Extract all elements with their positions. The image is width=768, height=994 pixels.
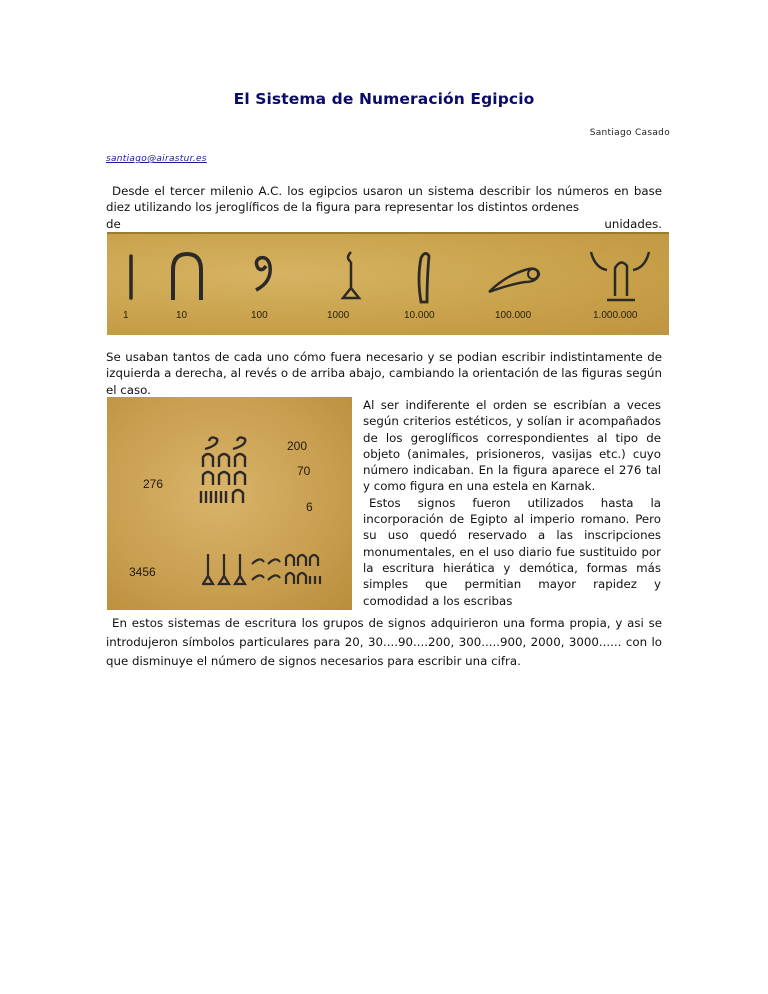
order-text-a: Al ser indiferente el orden se escribían a veces según criterios estéticos, y solían ir acompañados de los geroglíficos correspondientes al tipo de objeto (animales, prisioneros, vasijas etc.) cuyo número indicaban. En la figura aparece el 276 tal y como figura en una estela en Karnak. [363,398,661,494]
label-1: 1 [123,310,129,321]
email-link[interactable]: santiago@airastur.es [106,154,207,164]
hieroglyph-276-icon [197,435,267,511]
label-70: 70 [297,464,311,478]
intro-text: Desde el tercer milenio A.C. los egipcios usaron un sistema describir los números en base diez utilizando los jeroglíficos de la figura para representar los distintos ordenes [106,184,662,215]
order-paragraph [363,397,661,609]
hieroglyph-3456-icon [202,550,327,590]
coil-rope-icon [234,248,294,304]
karnak-stele-figure [107,397,352,610]
label-200: 200 [287,439,308,453]
label-1000000: 1.000.000 [593,310,638,321]
label-6: 6 [306,500,313,514]
label-10000: 10.000 [404,310,435,321]
intro-last-left: de [106,216,121,231]
heel-bone-icon [159,248,219,304]
order-text-b: Estos signos fueron utilizados hasta la incorporación de Egipto al imperio romano. Pero su uso quedó reservado a las inscripciones monumentales, en el uso diario fue sustituido por la escritura hierática y demótica, formas más simples que permitian mayor rapidez y comodidad a los escribas [363,495,661,608]
heh-god-icon [585,248,655,304]
label-100: 100 [251,310,268,321]
page-title: El Sistema de Numeración Egipcio [233,90,535,108]
closing-paragraph [106,614,662,671]
intro-last-line [106,216,662,232]
label-276: 276 [143,477,164,491]
label-100000: 100.000 [495,310,532,321]
tadpole-icon [485,248,545,304]
lotus-icon [321,248,381,304]
author-name: Santiago Casado [589,128,670,138]
closing-text: En estos sistemas de escritura los grupos de signos adquirieron una forma propia, y asi se introdujeron símbolos particulares para 20, 30....90....200, 300.....900, 2000, 3000...... con lo que disminuye el número de signos necesarios para escribir una cifra. [106,616,662,668]
label-1000: 1000 [327,310,350,321]
label-10: 10 [176,310,188,321]
finger-icon [397,248,457,304]
intro-last-right: unidades. [604,216,662,231]
intro-paragraph [106,183,662,232]
label-3456: 3456 [129,565,156,579]
usage-paragraph: Se usaban tantos de cada uno cómo fuera necesario y se podian escribir indistintamente de izquierda a derecha, al revés o de arriba abajo, cambiando la orientación de las figuras según el caso. [106,350,662,397]
hieroglyph-numerals-figure [107,232,669,335]
